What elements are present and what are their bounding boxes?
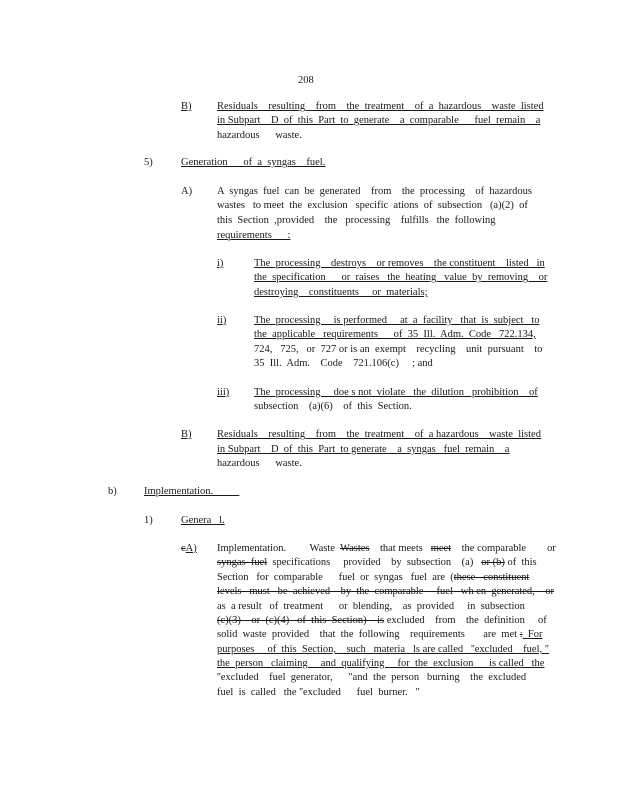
text-line — [217, 571, 529, 584]
text-line — [144, 156, 153, 169]
text-line — [217, 657, 544, 670]
text-segment: in Subpart D of this Part to generate a comparable fuel remain a — [217, 115, 541, 126]
text-line — [217, 100, 544, 113]
text-segment: fuel is called the ''excluded fuel burner. " — [217, 687, 420, 698]
text-segment: ii) — [217, 315, 227, 326]
text-line — [217, 214, 496, 227]
text-segment: specifications provided by subsection (a) — [267, 557, 482, 568]
text-segment: the comparable or — [451, 543, 556, 554]
text-segment: as a result of treatment or blending, as provided in subsection — [217, 601, 525, 612]
text-segment: For — [522, 629, 543, 640]
text-segment: 5) — [144, 157, 153, 168]
text-segment: purposes of this Section, such materia ls are called ''excluded fuel, " — [217, 644, 550, 655]
text-line — [217, 600, 525, 613]
text-line — [217, 542, 556, 555]
text-segment: c — [181, 543, 186, 554]
text-segment: Implementation. — [144, 486, 240, 497]
text-segment: in Subpart D of this Part to generate a syngas fuel remain a — [217, 444, 510, 455]
text-segment: Residuals resulting from the treatment of a hazardous waste listed — [217, 429, 541, 440]
text-line — [217, 671, 526, 684]
text-line — [217, 556, 537, 569]
text-line — [254, 343, 542, 356]
text-segment: this Section ,provided the processing fulfills the following — [217, 215, 496, 226]
text-line — [181, 514, 225, 527]
text-segment: : — [519, 629, 523, 640]
text-line — [217, 185, 532, 198]
text-segment: 35 Ill. Adm. Code 721.106(c) ; and — [254, 358, 433, 369]
text-line — [254, 271, 547, 284]
text-segment: A) — [185, 543, 197, 554]
text-segment: destroying constituents or materials; — [254, 287, 428, 298]
text-line — [144, 514, 153, 527]
text-segment: ''excluded fuel generator, "and the person burning the excluded — [217, 672, 527, 683]
text-line — [217, 614, 547, 627]
text-line — [217, 457, 302, 470]
text-line — [217, 628, 542, 641]
text-line — [217, 199, 528, 212]
text-segment: hazardous waste. — [217, 130, 302, 141]
text-segment: B) — [181, 101, 192, 112]
text-segment: the person claiming and qualifying for the exclusion is called the — [217, 658, 545, 669]
text-line — [254, 257, 545, 270]
text-segment: solid waste provided that the following requirements are met — [217, 629, 520, 640]
text-line — [217, 428, 541, 441]
text-segment: requirements : — [217, 230, 291, 241]
text-segment: the specification or raises the heating value by removing or — [254, 272, 548, 283]
text-segment: that meets — [369, 543, 431, 554]
text-line — [217, 114, 540, 127]
text-segment: the applicable requirements of 35 Ill. Adm. Code 722.134, — [254, 329, 536, 340]
text-segment: B) — [181, 429, 192, 440]
text-line — [217, 314, 226, 327]
text-line — [181, 542, 197, 555]
text-segment: Wastes — [340, 543, 370, 554]
text-line — [217, 229, 290, 242]
text-line — [217, 643, 549, 656]
text-line — [217, 585, 554, 598]
text-segment: The processing doe s not violate the dilution prohibition of — [254, 387, 538, 398]
text-line — [254, 400, 412, 413]
text-segment: Implementation. Waste — [217, 543, 340, 554]
text-line — [181, 156, 325, 169]
text-segment: hazardous waste. — [217, 458, 302, 469]
text-segment: of this — [504, 557, 537, 568]
text-segment: iii) — [217, 387, 230, 398]
text-segment: Genera l. — [181, 515, 225, 526]
text-line — [108, 485, 117, 498]
text-line — [217, 443, 509, 456]
text-segment: 1) — [144, 515, 153, 526]
text-line — [254, 314, 539, 327]
text-line — [217, 257, 223, 270]
text-line — [254, 328, 536, 341]
text-segment: i) — [217, 258, 224, 269]
text-line — [254, 286, 428, 299]
text-segment: syngas fuel — [217, 557, 268, 568]
text-line — [181, 100, 192, 113]
text-line — [181, 428, 192, 441]
text-line — [254, 386, 538, 399]
text-line — [181, 185, 192, 198]
text-segment: A syngas fuel can be generated from the processing of hazardous — [217, 186, 532, 197]
text-segment: Section for comparable fuel or syngas fuel are ( — [217, 572, 454, 583]
text-segment: b) — [108, 486, 117, 497]
text-line — [217, 129, 302, 142]
text-segment: wastes to meet the exclusion specific ations of subsection (a)(2) of — [217, 200, 528, 211]
page-number: 208 — [298, 75, 314, 86]
text-segment: excluded from the definition of — [384, 615, 547, 626]
text-segment: these constituent — [453, 572, 530, 583]
text-segment: subsection (a)(6) of this Section. — [254, 401, 412, 412]
text-line — [254, 357, 433, 370]
text-segment: The processing is performed at a facility that is subject to — [254, 315, 540, 326]
text-line — [144, 485, 239, 498]
text-segment: The processing destroys or removes the constituent listed in — [254, 258, 545, 269]
text-line — [217, 386, 229, 399]
text-segment: meet — [430, 543, 452, 554]
text-segment: (c)(3) or (c)(4) of this Section) is — [217, 615, 385, 626]
text-segment: 724, 725, or 727 or is an exempt recycling unit pursuant to — [254, 344, 543, 355]
text-segment: or (b) — [481, 557, 505, 568]
text-segment: levels must be achieved by the comparable fuel wh en generated, or — [217, 586, 555, 597]
text-segment: Residuals resulting from the treatment of a hazardous waste listed — [217, 101, 544, 112]
text-line — [217, 686, 420, 699]
text-segment: Generation of a syngas fuel. — [181, 157, 326, 168]
text-segment: A) — [181, 186, 193, 197]
